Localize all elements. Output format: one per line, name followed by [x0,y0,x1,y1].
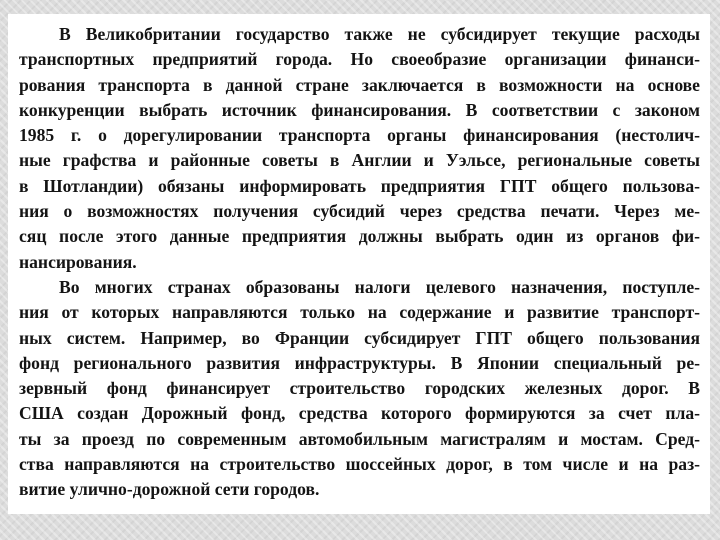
text-line: Во многих странах образованы налоги целевого назначения, поступле- [59,276,700,297]
text-line: В Великобритании государство также не субсидирует текущие расходы [59,24,700,44]
text-line: в Шотландии) обязаны информировать предприятия ГПТ общего пользова- [19,175,700,196]
text-line: зервный фонд финансирует строительство городских железных дорог. В [19,378,700,399]
text-line: ты за проезд по современным автомобильным магистралям и мостам. Сред- [19,428,700,449]
text-line: рования транспорта в данной стране заключается в возможности на основе [19,74,700,95]
text-line: ния о возможностях получения субсидий через средства печати. Через ме- [19,201,700,222]
text-line: ные графства и районные советы в Англии и Уэльсе, региональные советы [19,150,700,171]
text-line: витие улично-дорожной сети городов. [19,479,320,500]
document-page [8,14,710,514]
text-line: ния от которых направляются только на содержание и развитие транспорт- [19,302,700,323]
text-line: конкуренции выбрать источник финансирования. В соответствии с законом [19,99,700,120]
paragraph-2 [19,275,700,503]
paragraph-1 [19,22,700,275]
text-line: 1985 г. о дорегулировании транспорта органы финансирования (нестолич- [19,125,700,146]
text-line: США создан Дорожный фонд, средства которого формируются за счет пла- [19,403,700,424]
text-line: нансирования. [19,251,137,272]
document-text [19,22,700,503]
text-line: сяц после этого данные предприятия должны выбрать один из органов фи- [19,226,700,247]
text-line: транспортных предприятий города. Но своеобразие организации финанси- [19,49,700,70]
text-line: фонд регионального развития инфраструктуры. В Японии специальный ре- [19,352,700,373]
text-line: ства направляются на строительство шоссейных дорог, в том числе и на раз- [19,454,700,475]
text-line: ных систем. Например, во Франции субсидирует ГПТ общего пользования [19,327,700,348]
